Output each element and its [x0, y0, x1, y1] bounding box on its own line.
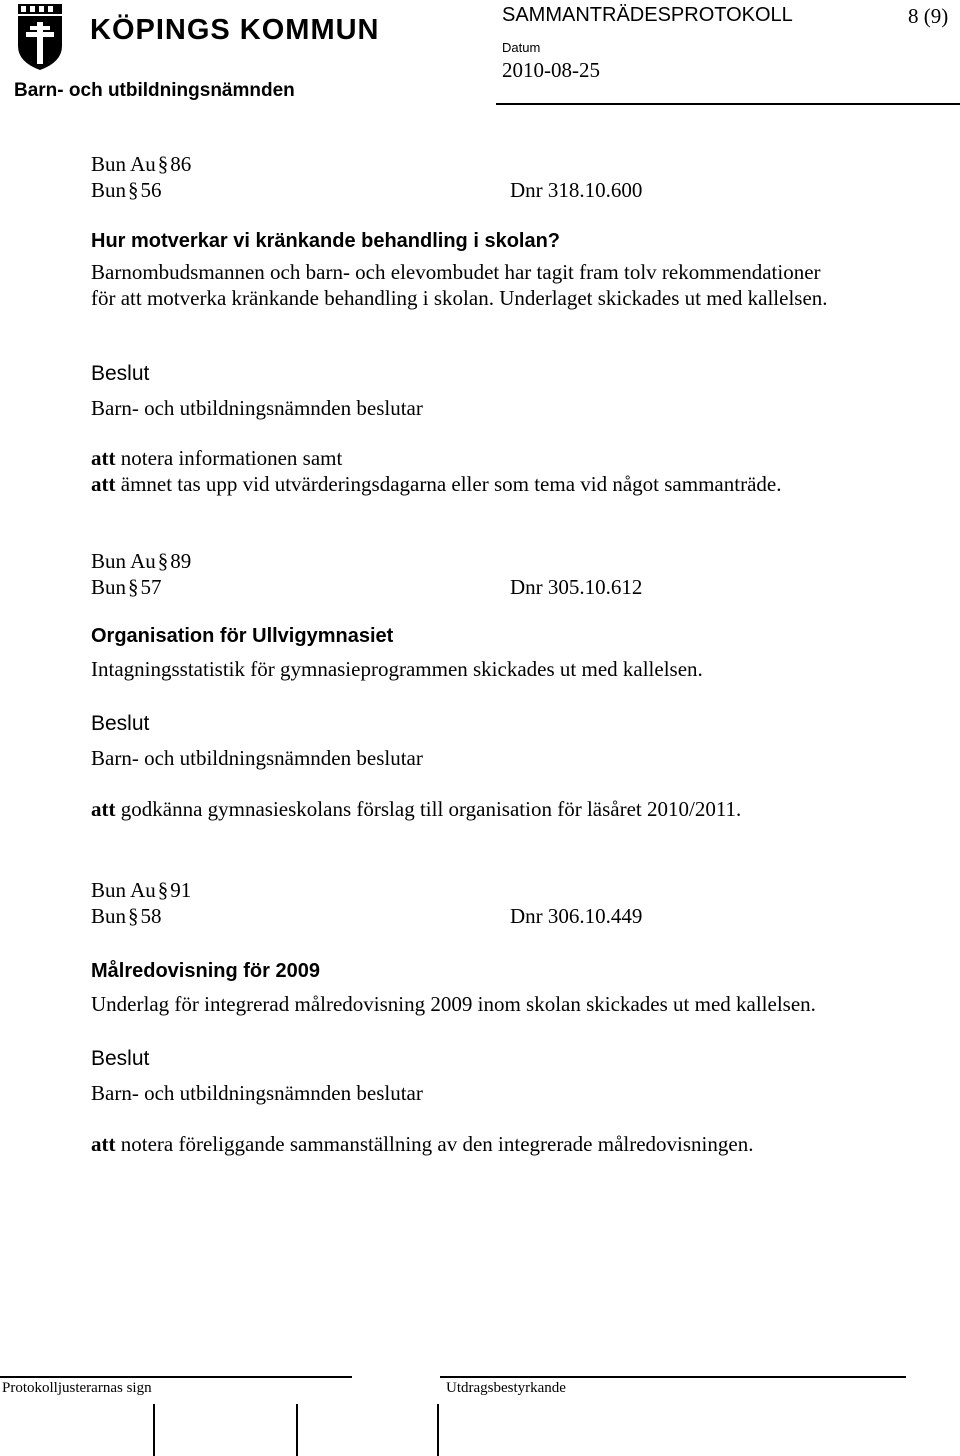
- certification-label: Utdragsbestyrkande: [446, 1380, 566, 1396]
- item-bun-line: Bun§57: [91, 575, 162, 599]
- section-sign: §: [128, 575, 139, 599]
- page-number: 8 (9): [908, 4, 949, 28]
- item-dnr: Dnr 306.10.449: [510, 904, 643, 928]
- item-body-line: för att motverka kränkande behandling i skolan. Underlaget skickades ut med kallelsen.: [91, 286, 828, 310]
- beslut-heading: Beslut: [91, 1047, 150, 1070]
- signature-box-divider: [296, 1404, 298, 1456]
- item-au-line: Bun Au§89: [91, 549, 192, 573]
- signature-label: Protokolljusterarnas sign: [2, 1380, 152, 1396]
- item-body-line: Underlag för integrerad målredovisning 2009 inom skolan skickades ut med kallelsen.: [91, 992, 816, 1016]
- decision-line: att godkänna gymnasieskolans förslag till organisation för läsåret 2010/2011.: [91, 797, 742, 821]
- decision-line: att notera informationen samt: [91, 446, 343, 470]
- signature-box-divider: [153, 1404, 155, 1456]
- item-bun-line: Bun§56: [91, 178, 162, 202]
- item-title: Hur motverkar vi kränkande behandling i skolan?: [91, 230, 561, 252]
- item-au-line: Bun Au§91: [91, 878, 192, 902]
- logo-text: KÖPINGS KOMMUN: [90, 14, 380, 46]
- signature-box-divider: [437, 1404, 439, 1456]
- beslut-heading: Beslut: [91, 712, 150, 735]
- item-body-line: Barnombudsmannen och barn- och elevombudet har tagit fram tolv rekommendationer: [91, 260, 821, 284]
- coat-of-arms-icon: [14, 2, 74, 72]
- decider-line: Barn- och utbildningsnämnden beslutar: [91, 746, 423, 770]
- decision-line: att ämnet tas upp vid utvärderingsdagarna eller som tema vid något sammanträde.: [91, 472, 782, 496]
- section-sign: §: [128, 178, 139, 202]
- decider-line: Barn- och utbildningsnämnden beslutar: [91, 396, 423, 420]
- section-sign: §: [128, 904, 139, 928]
- item-body-line: Intagningsstatistik för gymnasieprogrammen skickades ut med kallelsen.: [91, 657, 703, 681]
- municipality-logo: [14, 2, 380, 72]
- committee-name: Barn- och utbildningsnämnden: [14, 80, 295, 101]
- item-bun-line: Bun§58: [91, 904, 162, 928]
- item-dnr: Dnr 318.10.600: [510, 178, 643, 202]
- footer-rule-left: [0, 1376, 352, 1378]
- date-label: Datum: [502, 40, 541, 55]
- item-au-line: Bun Au§86: [91, 152, 192, 176]
- beslut-heading: Beslut: [91, 362, 150, 385]
- section-sign: §: [157, 878, 169, 902]
- footer-rule-right: [440, 1376, 906, 1378]
- decider-line: Barn- och utbildningsnämnden beslutar: [91, 1081, 423, 1105]
- section-sign: §: [157, 152, 169, 176]
- header-divider: [496, 103, 960, 105]
- section-sign: §: [157, 549, 169, 573]
- item-title: Organisation för Ullvigymnasiet: [91, 625, 394, 647]
- date-value: 2010-08-25: [502, 58, 600, 82]
- decision-line: att notera föreliggande sammanställning av den integrerade målredovisningen.: [91, 1132, 754, 1156]
- document-type: SAMMANTRÄDESPROTOKOLL: [502, 4, 793, 26]
- item-dnr: Dnr 305.10.612: [510, 575, 643, 599]
- item-title: Målredovisning för 2009: [91, 960, 320, 982]
